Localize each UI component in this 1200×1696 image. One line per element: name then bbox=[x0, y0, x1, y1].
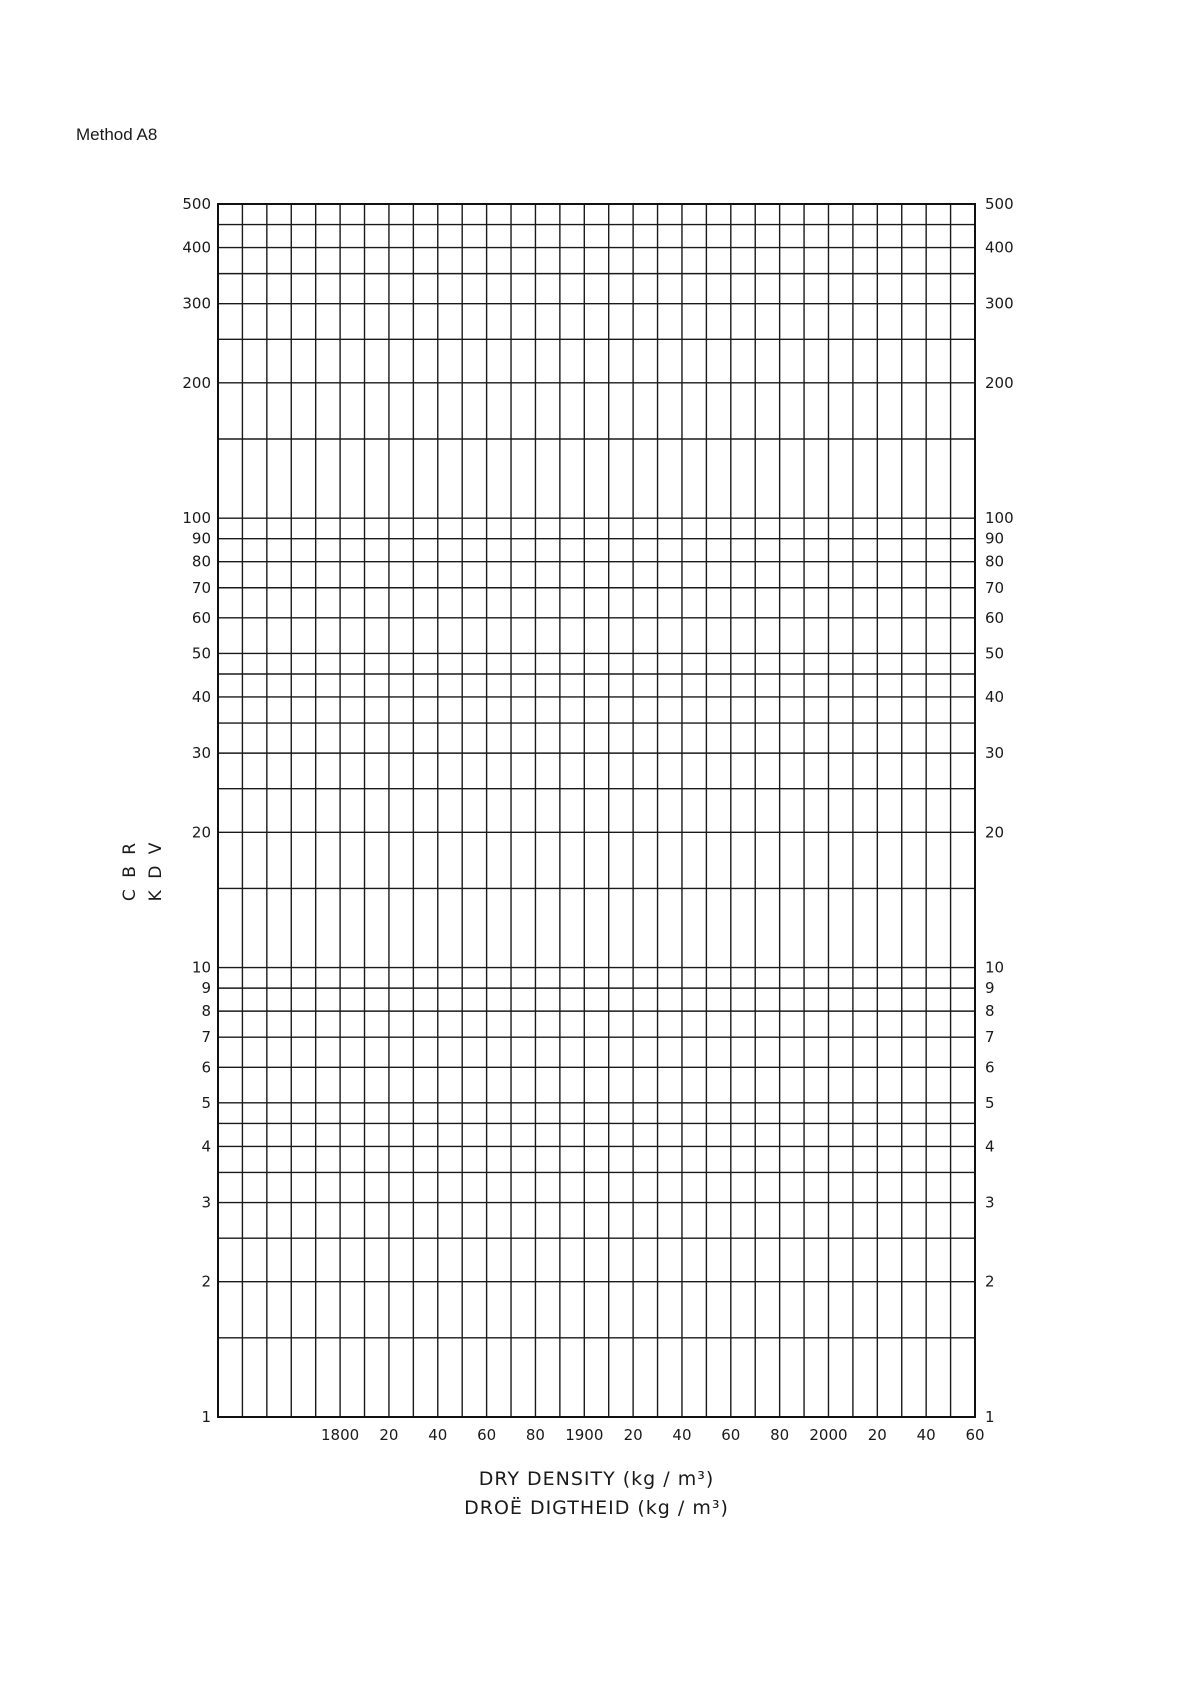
y-axis-title-line-2: K D V bbox=[146, 839, 166, 902]
y-tick-label-right-10: 10 bbox=[985, 958, 1005, 977]
x-tick-label-1880: 80 bbox=[525, 1426, 545, 1444]
y-tick-label-right-80: 80 bbox=[985, 552, 1005, 571]
y-tick-label-right-200: 200 bbox=[985, 373, 1014, 392]
x-tick-label-1900: 1900 bbox=[565, 1426, 604, 1444]
y-tick-label-left-60: 60 bbox=[191, 608, 211, 627]
y-tick-label-right-70: 70 bbox=[985, 578, 1005, 597]
y-tick-label-left-400: 400 bbox=[182, 238, 211, 257]
y-tick-label-left-500: 500 bbox=[182, 195, 211, 213]
x-axis-title-line-2: DROË DIGTHEID (kg / m³) bbox=[464, 1497, 729, 1519]
y-tick-label-right-500: 500 bbox=[985, 195, 1014, 213]
y-tick-label-right-7: 7 bbox=[985, 1028, 995, 1047]
y-tick-label-right-3: 3 bbox=[985, 1193, 995, 1212]
x-tick-label-1960: 60 bbox=[721, 1426, 741, 1444]
y-tick-label-right-4: 4 bbox=[985, 1137, 995, 1156]
x-tick-label-1860: 60 bbox=[477, 1426, 497, 1444]
y-tick-label-left-200: 200 bbox=[182, 373, 211, 392]
y-tick-label-right-9: 9 bbox=[985, 979, 995, 998]
y-tick-label-right-5: 5 bbox=[985, 1093, 995, 1112]
y-tick-label-right-8: 8 bbox=[985, 1002, 995, 1021]
y-tick-label-left-80: 80 bbox=[191, 552, 211, 571]
y-tick-label-right-2: 2 bbox=[985, 1272, 995, 1291]
y-tick-label-left-5: 5 bbox=[201, 1093, 211, 1112]
y-tick-label-left-70: 70 bbox=[191, 578, 211, 597]
y-tick-label-left-3: 3 bbox=[201, 1193, 211, 1212]
y-tick-label-left-20: 20 bbox=[191, 823, 211, 842]
x-tick-label-2060: 60 bbox=[965, 1426, 985, 1444]
x-tick-label-2000: 2000 bbox=[809, 1426, 848, 1444]
y-tick-label-right-30: 30 bbox=[985, 744, 1005, 763]
y-tick-label-left-7: 7 bbox=[201, 1028, 211, 1047]
y-tick-label-right-6: 6 bbox=[985, 1058, 995, 1077]
y-tick-label-left-8: 8 bbox=[201, 1002, 211, 1021]
y-tick-label-left-30: 30 bbox=[191, 744, 211, 763]
y-tick-label-right-40: 40 bbox=[985, 687, 1005, 706]
chart-frame bbox=[218, 204, 975, 1417]
x-tick-label-1920: 20 bbox=[623, 1426, 643, 1444]
x-tick-label-1940: 40 bbox=[672, 1426, 692, 1444]
x-tick-label-1840: 40 bbox=[428, 1426, 448, 1444]
y-tick-label-left-2: 2 bbox=[201, 1272, 211, 1291]
y-tick-label-right-60: 60 bbox=[985, 608, 1005, 627]
x-tick-label-1980: 80 bbox=[770, 1426, 790, 1444]
y-tick-label-right-90: 90 bbox=[985, 529, 1005, 548]
y-tick-label-right-300: 300 bbox=[985, 294, 1014, 313]
y-tick-label-right-50: 50 bbox=[985, 644, 1005, 663]
method-label: Method A8 bbox=[76, 125, 158, 144]
y-tick-label-left-100: 100 bbox=[182, 509, 211, 528]
x-tick-label-1800: 1800 bbox=[321, 1426, 360, 1444]
y-tick-label-right-400: 400 bbox=[985, 238, 1014, 257]
y-tick-label-left-4: 4 bbox=[201, 1137, 211, 1156]
y-axis-title-line-1: C B R bbox=[120, 839, 140, 902]
y-tick-label-left-9: 9 bbox=[201, 979, 211, 998]
grid-layer bbox=[218, 204, 975, 1417]
y-tick-label-left-300: 300 bbox=[182, 294, 211, 313]
y-tick-label-left-10: 10 bbox=[191, 958, 211, 977]
x-tick-label-1820: 20 bbox=[379, 1426, 399, 1444]
x-axis-title-line-1: DRY DENSITY (kg / m³) bbox=[478, 1468, 715, 1490]
x-tick-label-2020: 20 bbox=[867, 1426, 887, 1444]
y-tick-label-right-20: 20 bbox=[985, 823, 1005, 842]
y-tick-label-left-50: 50 bbox=[191, 644, 211, 663]
y-tick-label-left-40: 40 bbox=[191, 687, 211, 706]
x-tick-label-2040: 40 bbox=[916, 1426, 936, 1444]
y-tick-label-left-1: 1 bbox=[201, 1408, 211, 1426]
y-tick-label-left-6: 6 bbox=[201, 1058, 211, 1077]
y-tick-label-right-1: 1 bbox=[985, 1408, 995, 1426]
y-tick-label-left-90: 90 bbox=[191, 529, 211, 548]
y-tick-label-right-100: 100 bbox=[985, 509, 1014, 528]
